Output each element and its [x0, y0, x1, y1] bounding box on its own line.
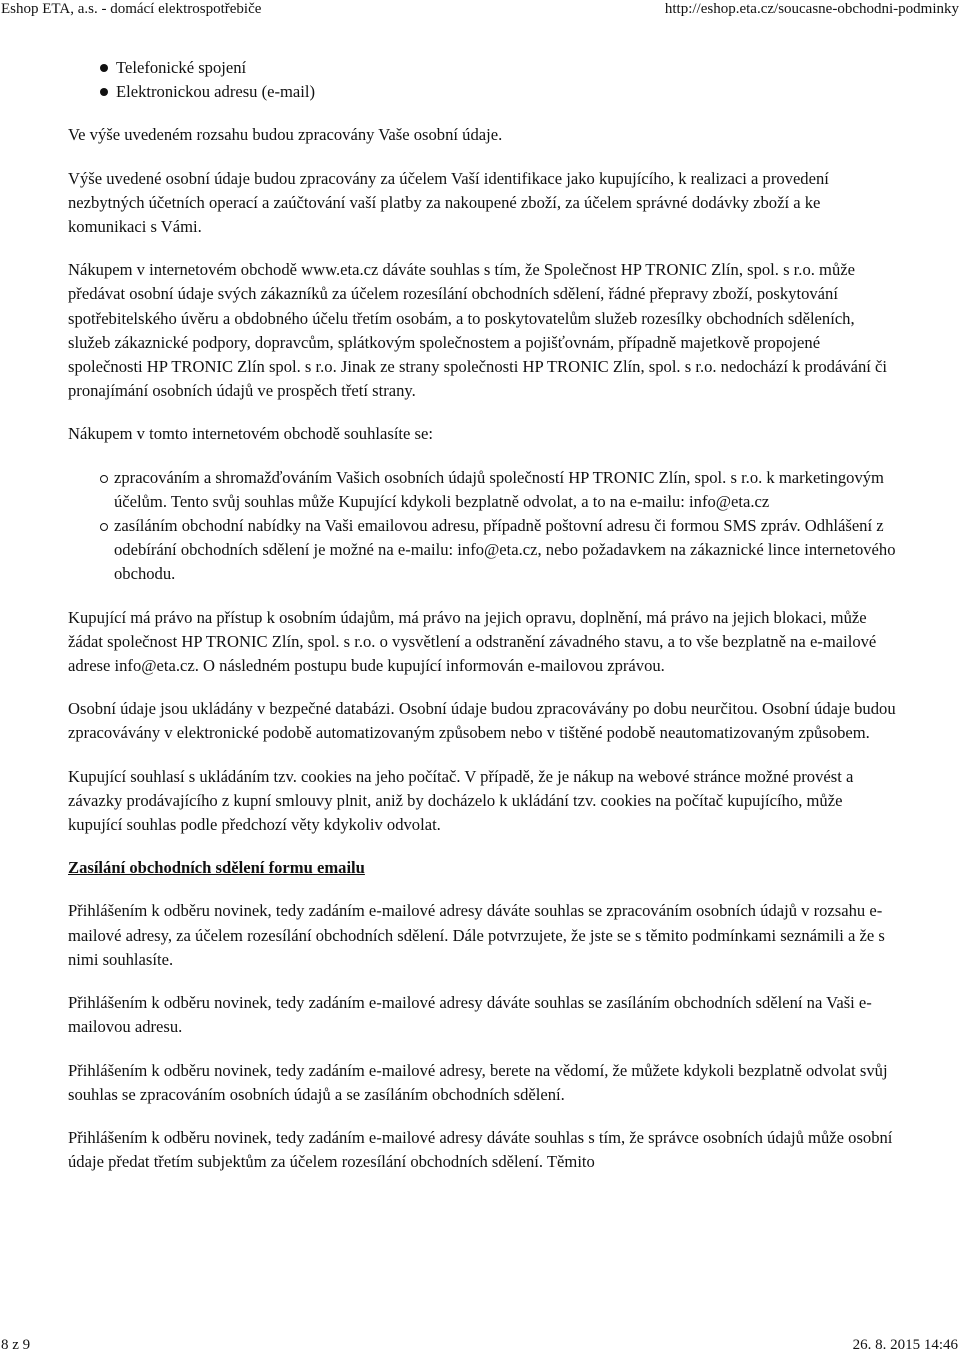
bullet-icon [100, 475, 108, 483]
consent-list [68, 466, 898, 587]
contact-methods-list [68, 56, 898, 104]
paragraph: Nákupem v tomto internetovém obchodě souhlasíte se: [68, 424, 433, 444]
paragraph: Přihlášením k odběru novinek, tedy zadáním e-mailové adresy dáváte souhlas se zasíláním obchodních sdělení na Vaši e-mailovou adresu. [68, 993, 872, 1037]
paragraph: Výše uvedené osobní údaje budou zpracovány za účelem Vaší identifikace jako kupujícího, k realizaci a provedení nezbytných účetních operací a zaúčtování vaší platby za nakoupené zboží, za účelem správné dodávky zboží a ke komunikaci s Vámi. [68, 168, 829, 237]
paragraph: Nákupem v internetovém obchodě www.eta.cz dáváte souhlas s tím, že Společnost HP TRONIC Zlín, spol. s r.o. může předávat osobní údaje svých zákazníků za účelem rozesílání obchodních sdělení, řádné přepravy zboží, poskytování spotřebitelského úvěru a obdobného účelu třetím osobám, a to poskytovatelům služeb rozesílky obchodních sděleních, služeb zákaznické podpory, dopravcům, splátkovým společnostem a pojišťovnám, případně majetkově propojené společnosti HP TRONIC Zlín spol. s r.o. Jinak ze strany společnosti HP TRONIC Zlín, spol. s r.o. nedochází k prodávání či pronajímání osobních údajů ve prospěch třetí strany. [68, 260, 888, 401]
header-site-title: Eshop ETA, a.s. - domácí elektrospotřebiče [1, 1, 262, 17]
section-heading: Zasílání obchodních sdělení formu emailu [68, 858, 365, 878]
paragraph: Osobní údaje jsou ukládány v bezpečné databázi. Osobní údaje budou zpracovávány po dobu neurčitou. Osobní údaje budou zpracovávány v elektronické podobě automatizovaným způsobem nebo v tištěné podobě neautomatizovaným způsobem. [68, 699, 896, 743]
bullet-icon [100, 64, 108, 72]
print-footer [0, 1336, 960, 1354]
page-number: 8 z 9 [1, 1337, 31, 1353]
paragraph: Přihlášením k odběru novinek, tedy zadáním e-mailové adresy dáváte souhlas se zpracováním osobních údajů v rozsahu e-mailové adresy, za účelem rozesílání obchodních sdělení. Dále potvrzujete, že jste se s těmito podmínkami seznámili a že s nimi souhlasíte. [68, 901, 885, 969]
bullet-icon [100, 88, 108, 96]
header-url: http://eshop.eta.cz/soucasne-obchodni-podminky [664, 1, 959, 17]
list-item: Telefonické spojení [68, 56, 898, 80]
list-item: Elektronickou adresu (e-mail) [68, 80, 898, 104]
document-content [68, 56, 898, 1193]
print-header [0, 0, 960, 20]
paragraph: Ve výše uvedeném rozsahu budou zpracovány Vaše osobní údaje. [68, 125, 503, 145]
list-item: zasíláním obchodní nabídky na Vaši emailovou adresu, případně poštovní adresu či formou SMS zpráv. Odhlášení z odebírání obchodních sdělení je možné na e-mailu: info@eta.cz, nebo požadavkem na zákaznické lince internetového obchodu. [68, 514, 898, 587]
list-item: zpracováním a shromažďováním Vašich osobních údajů společností HP TRONIC Zlín, spol. s r.o. k marketingovým účelům. Tento svůj souhlas může Kupující kdykoli bezplatně odvolat, a to na e-mailu: info@eta.cz [68, 466, 898, 514]
paragraph: Přihlášením k odběru novinek, tedy zadáním e-mailové adresy dáváte souhlas s tím, že správce osobních údajů může osobní údaje předat třetím subjektům za účelem rozesílání obchodních sdělení. Těmito [68, 1127, 893, 1172]
paragraph: Kupující má právo na přístup k osobním údajům, má právo na jejich opravu, doplnění, má právo na jejich blokaci, může žádat společnost HP TRONIC Zlín, spol. s r.o. o vysvětlení a odstranění závadného stavu, a to vše bezplatně na e-mailové adrese info@eta.cz. O následném postupu bude kupující informován e-mailovou zprávou. [68, 607, 877, 676]
bullet-icon [100, 523, 108, 531]
paragraph: Kupující souhlasí s ukládáním tzv. cookies na jeho počítač. V případě, že je nákup na webové stránce možné provést a závazky prodávajícího z kupní smlouvy plnit, aniž by docházelo k ukládání tzv. cookies na počítač kupujícího, může kupující souhlas podle předchozí věty kdykoliv odvolat. [68, 766, 854, 835]
paragraph: Přihlášením k odběru novinek, tedy zadáním e-mailové adresy, berete na vědomí, že můžete kdykoli bezplatně odvolat svůj souhlas se zpracováním osobních údajů a se zasíláním obchodních sdělení. [68, 1060, 888, 1104]
print-datetime: 26. 8. 2015 14:46 [852, 1337, 958, 1353]
